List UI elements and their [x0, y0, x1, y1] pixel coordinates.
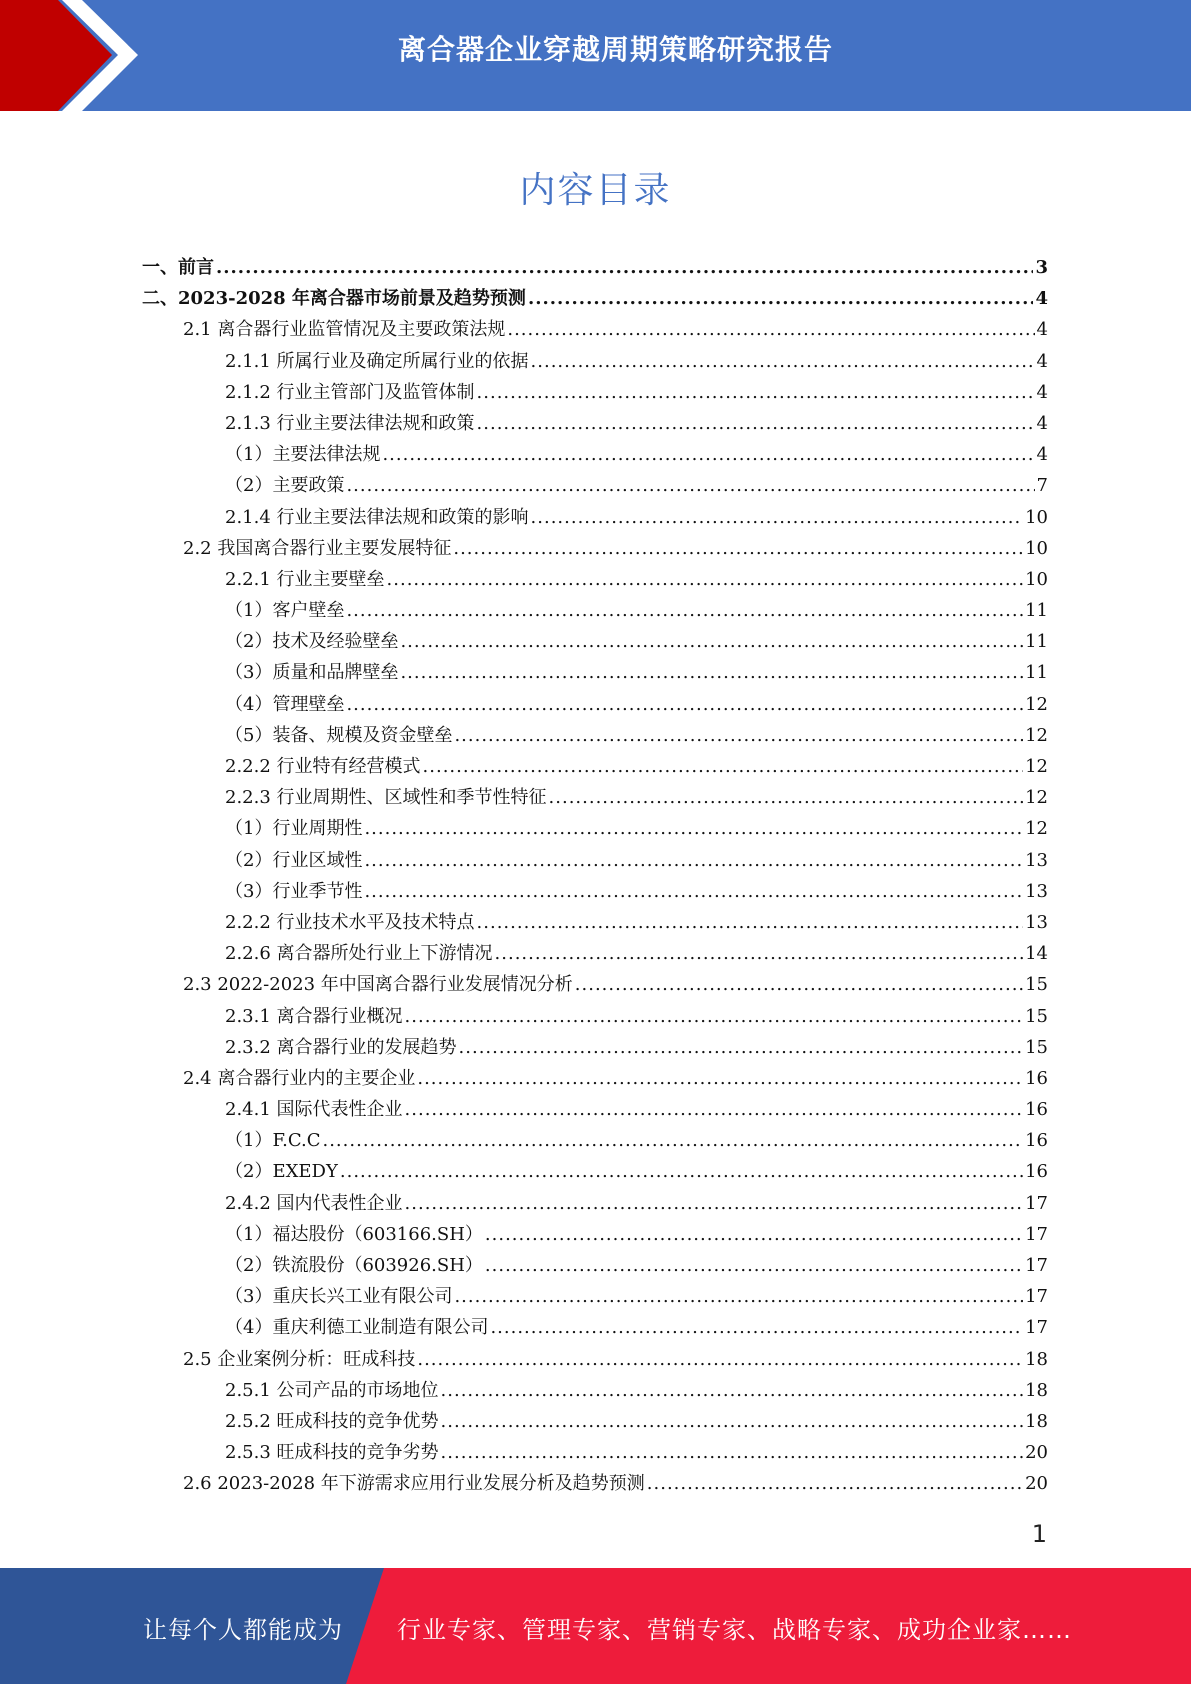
toc-entry-page: 16 [1025, 1161, 1048, 1183]
toc-leader-dots [575, 974, 1023, 995]
toc-entry-page: 15 [1025, 974, 1048, 996]
toc-entry-title: （4）管理壁垒 [225, 693, 345, 715]
toc-leader-dots [364, 818, 1023, 839]
toc-leader-dots [531, 351, 1035, 372]
toc-entry-page: 12 [1025, 787, 1048, 809]
toc-leader-dots [441, 1380, 1024, 1401]
toc-entry-page: 10 [1025, 506, 1048, 528]
toc-entry-page: 12 [1025, 756, 1048, 777]
toc-entry[interactable] [142, 1157, 1048, 1188]
toc-entry-page: 18 [1025, 1410, 1048, 1432]
page-footer [0, 1568, 1191, 1684]
toc-entry-title: 2.2.6 离合器所处行业上下游情况 [225, 943, 493, 965]
toc-entry-page: 12 [1025, 693, 1048, 715]
toc-leader-dots [477, 912, 1024, 933]
toc-entry-page: 7 [1036, 475, 1048, 497]
toc-entry-title: 2.1 离合器行业监管情况及主要政策法规 [183, 319, 506, 341]
toc-entry-title: 2.4.1 国际代表性企业 [225, 1099, 403, 1121]
toc-leader-dots [364, 850, 1023, 871]
toc-entry[interactable] [142, 1376, 1048, 1407]
toc-entry-page: 17 [1025, 1317, 1048, 1339]
toc-entry[interactable] [142, 1251, 1048, 1282]
toc-entry-title: （2）行业区域性 [225, 849, 363, 871]
toc-entry-title: （3）重庆长兴工业有限公司 [225, 1286, 453, 1308]
toc-entry-title: 2.1.1 所属行业及确定所属行业的依据 [225, 350, 529, 372]
toc-entry[interactable] [142, 565, 1048, 596]
toc-entry[interactable] [142, 1438, 1048, 1469]
toc-entry-page: 17 [1025, 1223, 1048, 1245]
toc-entry[interactable] [142, 1126, 1048, 1157]
toc-entry-title: （5）装备、规模及资金壁垒 [225, 724, 453, 746]
toc-entry-title: （1）行业周期性 [225, 818, 363, 840]
toc-entry[interactable] [142, 503, 1048, 534]
toc-entry-title: 2.1.3 行业主要法律法规和政策 [225, 412, 475, 434]
toc-leader-dots [400, 662, 1023, 683]
report-title: 离合器企业穿越周期策略研究报告 [397, 33, 833, 66]
toc-entry-page: 14 [1025, 943, 1048, 965]
toc-entry-title: 2.5.2 旺成科技的竞争优势 [225, 1410, 439, 1432]
toc-entry-page: 16 [1025, 1099, 1048, 1121]
toc-entry[interactable] [142, 378, 1048, 409]
toc-entry-page: 4 [1035, 288, 1048, 310]
toc-leader-dots [647, 1473, 1023, 1494]
toc-entry[interactable] [142, 658, 1048, 689]
toc-entry-page: 13 [1025, 911, 1048, 933]
toc-entry-title: 2.6 2023-2028 年下游需求应用行业发展分析及趋势预测 [183, 1473, 645, 1495]
toc-leader-dots [490, 1317, 1023, 1338]
toc-entry[interactable] [142, 1345, 1048, 1376]
toc-entry-title: 2.3.2 离合器行业的发展趋势 [225, 1036, 457, 1058]
toc-entry[interactable] [142, 1095, 1048, 1126]
toc-leader-dots [387, 569, 1024, 590]
toc-entry[interactable] [142, 690, 1048, 721]
toc-entry[interactable] [142, 783, 1048, 814]
toc-leader-dots [346, 475, 1034, 496]
toc-entry[interactable] [142, 814, 1048, 845]
toc-entry-title: 2.2 我国离合器行业主要发展特征 [183, 537, 452, 559]
page-number: 1 [1031, 1520, 1047, 1548]
toc-entry[interactable] [142, 1220, 1048, 1251]
toc-entry-page: 4 [1036, 412, 1048, 434]
toc-entry[interactable] [142, 846, 1048, 877]
toc-entry[interactable] [142, 877, 1048, 908]
toc-entry-title: （1）客户壁垒 [225, 600, 345, 622]
toc-entry-page: 4 [1036, 381, 1048, 403]
toc-entry-page: 4 [1036, 350, 1048, 372]
toc-entry-page: 11 [1025, 662, 1048, 684]
toc-leader-dots [477, 382, 1035, 403]
page-header [0, 0, 1191, 111]
toc-leader-dots [453, 538, 1023, 559]
toc-entry-title: 2.4.2 国内代表性企业 [225, 1192, 403, 1214]
toc-entry[interactable] [142, 939, 1048, 970]
footer-slogan-right: 行业专家、管理专家、营销专家、战略专家、成功企业家…… [397, 1616, 1072, 1644]
toc-leader-dots [417, 1349, 1023, 1370]
toc-entry-title: （2）铁流股份（603926.SH） [225, 1255, 483, 1276]
toc-entry-page: 18 [1025, 1348, 1048, 1370]
toc-entry-title: 2.2.2 行业技术水平及技术特点 [225, 911, 475, 933]
toc-entry-page: 3 [1035, 257, 1048, 278]
toc-entry[interactable] [142, 440, 1048, 471]
toc-entry[interactable] [142, 970, 1048, 1001]
toc-entry-page: 17 [1025, 1255, 1048, 1276]
toc-entry[interactable] [142, 596, 1048, 627]
toc-entry-title: （4）重庆利德工业制造有限公司 [225, 1317, 489, 1339]
toc-leader-dots [346, 694, 1023, 715]
toc-entry-title: （2）EXEDY [225, 1161, 338, 1183]
toc-entry-page: 12 [1025, 818, 1048, 840]
toc-leader-dots [495, 943, 1024, 964]
toc-leader-dots [423, 756, 1024, 777]
toc-leader-dots [346, 600, 1023, 621]
toc-entry-title: （1）主要法律法规 [225, 444, 381, 466]
toc-heading: 内容目录 [519, 170, 672, 211]
toc-entry-page: 13 [1025, 849, 1048, 871]
toc-entry-title: （1）F.C.C [225, 1130, 321, 1152]
toc-entry[interactable] [142, 253, 1048, 284]
toc-leader-dots [454, 1286, 1023, 1307]
toc-entry-page: 17 [1025, 1286, 1048, 1308]
toc-leader-dots [364, 881, 1023, 902]
toc-leader-dots [459, 1037, 1024, 1058]
toc-leader-dots [549, 787, 1024, 808]
toc-leader-dots [417, 1068, 1023, 1089]
toc-entry[interactable] [142, 1407, 1048, 1438]
toc-leader-dots [216, 257, 1033, 278]
toc-entry-page: 4 [1036, 444, 1048, 466]
toc-entry[interactable] [142, 1282, 1048, 1313]
toc-entry-title: 2.5.3 旺成科技的竞争劣势 [225, 1442, 439, 1464]
toc-entry[interactable] [142, 1033, 1048, 1064]
toc-entry-title: 2.1.2 行业主管部门及监管体制 [225, 381, 475, 403]
toc-entry-title: 2.5.1 公司产品的市场地位 [225, 1379, 439, 1401]
toc-entry-title: 2.3 2022-2023 年中国离合器行业发展情况分析 [183, 974, 573, 996]
toc-entry[interactable] [142, 409, 1048, 440]
toc-entry[interactable] [142, 534, 1048, 565]
toc-entry-page: 18 [1025, 1379, 1048, 1401]
toc-entry-title: （3）质量和品牌壁垒 [225, 662, 399, 684]
toc-leader-dots [528, 288, 1034, 309]
toc-entry-title: （2）主要政策 [225, 475, 345, 497]
toc-entry-title: （3）行业季节性 [225, 880, 363, 902]
toc-entry-page: 12 [1025, 724, 1048, 746]
toc-leader-dots [485, 1224, 1023, 1245]
toc-entry[interactable] [142, 627, 1048, 658]
toc-entry-title: （2）技术及经验壁垒 [225, 631, 399, 653]
toc-entry-page: 13 [1025, 880, 1048, 902]
toc-entry-title: 2.2.2 行业特有经营模式 [225, 756, 421, 777]
toc-leader-dots [477, 413, 1035, 434]
toc-entry-title: 一、前言 [142, 257, 214, 278]
toc-entry-title: 2.2.1 行业主要壁垒 [225, 568, 385, 590]
toc-entry-page: 15 [1025, 1005, 1048, 1027]
toc-entry-title: 二、2023-2028 年离合器市场前景及趋势预测 [142, 288, 526, 310]
footer-slogan-left: 让每个人都能成为 [143, 1616, 343, 1644]
toc-entry[interactable] [142, 752, 1048, 783]
toc-entry-page: 11 [1025, 600, 1048, 622]
toc-leader-dots [322, 1130, 1023, 1151]
toc-entry[interactable] [142, 721, 1048, 752]
toc-entry-page: 17 [1025, 1192, 1048, 1214]
toc-leader-dots [382, 444, 1034, 465]
toc-entry[interactable] [142, 1469, 1048, 1500]
toc-entry[interactable] [142, 347, 1048, 378]
toc-entry[interactable] [142, 1313, 1048, 1344]
toc-leader-dots [400, 631, 1023, 652]
table-of-contents [142, 253, 1048, 1501]
toc-entry[interactable] [142, 471, 1048, 502]
toc-entry-page: 16 [1025, 1130, 1048, 1152]
toc-entry[interactable] [142, 315, 1048, 346]
toc-entry-title: 2.5 企业案例分析：旺成科技 [183, 1348, 416, 1370]
toc-entry[interactable] [142, 1064, 1048, 1095]
toc-leader-dots [531, 507, 1024, 528]
toc-leader-dots [405, 1193, 1024, 1214]
toc-entry-page: 15 [1025, 1036, 1048, 1058]
toc-entry-page: 10 [1025, 568, 1048, 590]
toc-leader-dots [454, 725, 1023, 746]
toc-leader-dots [507, 319, 1034, 340]
toc-entry-title: 2.1.4 行业主要法律法规和政策的影响 [225, 506, 529, 528]
toc-entry-title: 2.3.1 离合器行业概况 [225, 1005, 403, 1027]
toc-leader-dots [485, 1255, 1023, 1276]
toc-leader-dots [405, 1006, 1024, 1027]
toc-entry-page: 4 [1036, 319, 1048, 341]
toc-leader-dots [340, 1161, 1023, 1182]
toc-entry-page: 16 [1025, 1067, 1048, 1089]
toc-entry[interactable] [142, 1002, 1048, 1033]
toc-leader-dots [441, 1411, 1024, 1432]
toc-entry-page: 10 [1025, 537, 1048, 559]
toc-entry[interactable] [142, 908, 1048, 939]
toc-entry-page: 20 [1025, 1473, 1048, 1495]
toc-entry-title: （1）福达股份（603166.SH） [225, 1223, 483, 1245]
toc-entry-title: 2.4 离合器行业内的主要企业 [183, 1067, 416, 1089]
toc-entry-title: 2.2.3 行业周期性、区域性和季节性特征 [225, 787, 547, 809]
toc-entry[interactable] [142, 1189, 1048, 1220]
toc-entry-page: 20 [1025, 1442, 1048, 1464]
toc-entry[interactable] [142, 284, 1048, 315]
toc-leader-dots [441, 1442, 1024, 1463]
toc-entry-page: 11 [1025, 631, 1048, 653]
toc-leader-dots [405, 1099, 1024, 1120]
